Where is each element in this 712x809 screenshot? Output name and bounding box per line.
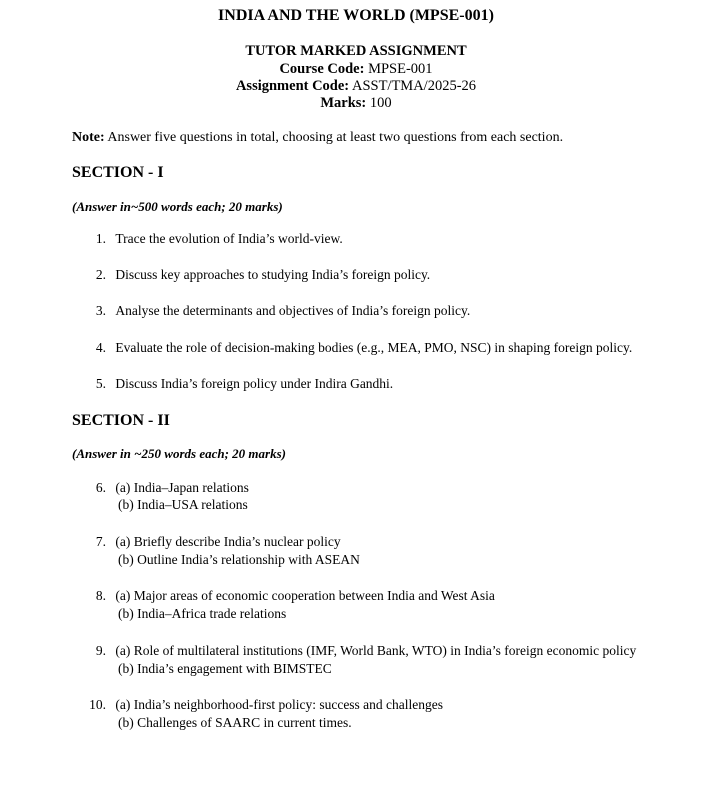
question-text: Discuss key approaches to studying India’s foreign policy. [115, 267, 431, 282]
course-code-line [0, 61, 712, 78]
question-text: Trace the evolution of India’s world-view. [115, 231, 343, 246]
question-number: 1. [95, 231, 106, 246]
question-part-a: (a) Major areas of economic cooperation between India and West Asia [115, 588, 495, 603]
list-item [84, 480, 249, 496]
question-number: 5. [95, 376, 106, 391]
question-number: 4. [95, 340, 106, 355]
assignment-code-value: ASST/TMA/2025-26 [351, 78, 477, 94]
question-part-a: (a) India–Japan relations [115, 480, 249, 495]
list-item [84, 267, 430, 283]
list-item [84, 588, 495, 604]
question-text: Analyse the determinants and objectives of India’s foreign policy. [115, 303, 471, 318]
marks-label: Marks: [320, 95, 367, 111]
question-part-b: (b) India–Africa trade relations [118, 606, 287, 621]
question-text: Discuss India’s foreign policy under Indira Gandhi. [115, 376, 394, 391]
section-1-title: SECTION - I [72, 164, 164, 181]
section-1-instruction: (Answer in~500 words each; 20 marks) [72, 199, 283, 214]
question-text: Evaluate the role of decision-making bodies (e.g., MEA, PMO, NSC) in shaping foreign policy. [115, 340, 633, 355]
marks-line [0, 95, 712, 112]
question-part-a: (a) Briefly describe India’s nuclear policy [115, 534, 341, 549]
note [72, 130, 563, 146]
marks-value: 100 [369, 95, 392, 111]
list-item [84, 376, 393, 392]
list-item [84, 303, 470, 319]
note-text: Answer five questions in total, choosing at least two questions from each section. [107, 130, 564, 145]
question-number: 10. [89, 697, 106, 712]
list-item [84, 231, 343, 247]
question-part-b: (b) Challenges of SAARC in current times. [118, 715, 352, 730]
question-number: 3. [95, 303, 106, 318]
course-code-value: MPSE-001 [368, 61, 433, 77]
question-part-b: (b) India’s engagement with BIMSTEC [118, 661, 332, 676]
assignment-code-line [0, 78, 712, 95]
question-part-b: (b) India–USA relations [118, 497, 248, 512]
list-item [84, 643, 636, 659]
section-2-instruction: (Answer in ~250 words each; 20 marks) [72, 446, 286, 461]
section-2-title: SECTION - II [72, 412, 170, 429]
question-number: 2. [95, 267, 106, 282]
question-number: 6. [95, 480, 106, 495]
list-item [84, 697, 443, 713]
question-part-a: (a) Role of multilateral institutions (IMF, World Bank, WTO) in India’s foreign economic policy [115, 643, 637, 658]
note-label: Note: [72, 130, 105, 145]
assignment-subtitle: TUTOR MARKED ASSIGNMENT [245, 43, 467, 59]
list-item [84, 340, 632, 356]
question-number: 8. [95, 588, 106, 603]
course-code-label: Course Code: [279, 61, 365, 77]
document-title: INDIA AND THE WORLD (MPSE-001) [218, 7, 494, 24]
question-number: 7. [95, 534, 106, 549]
list-item [84, 534, 341, 550]
assignment-code-label: Assignment Code: [235, 78, 350, 94]
question-part-b: (b) Outline India’s relationship with ASEAN [118, 552, 360, 567]
question-part-a: (a) India’s neighborhood-first policy: success and challenges [115, 697, 444, 712]
question-number: 9. [95, 643, 106, 658]
